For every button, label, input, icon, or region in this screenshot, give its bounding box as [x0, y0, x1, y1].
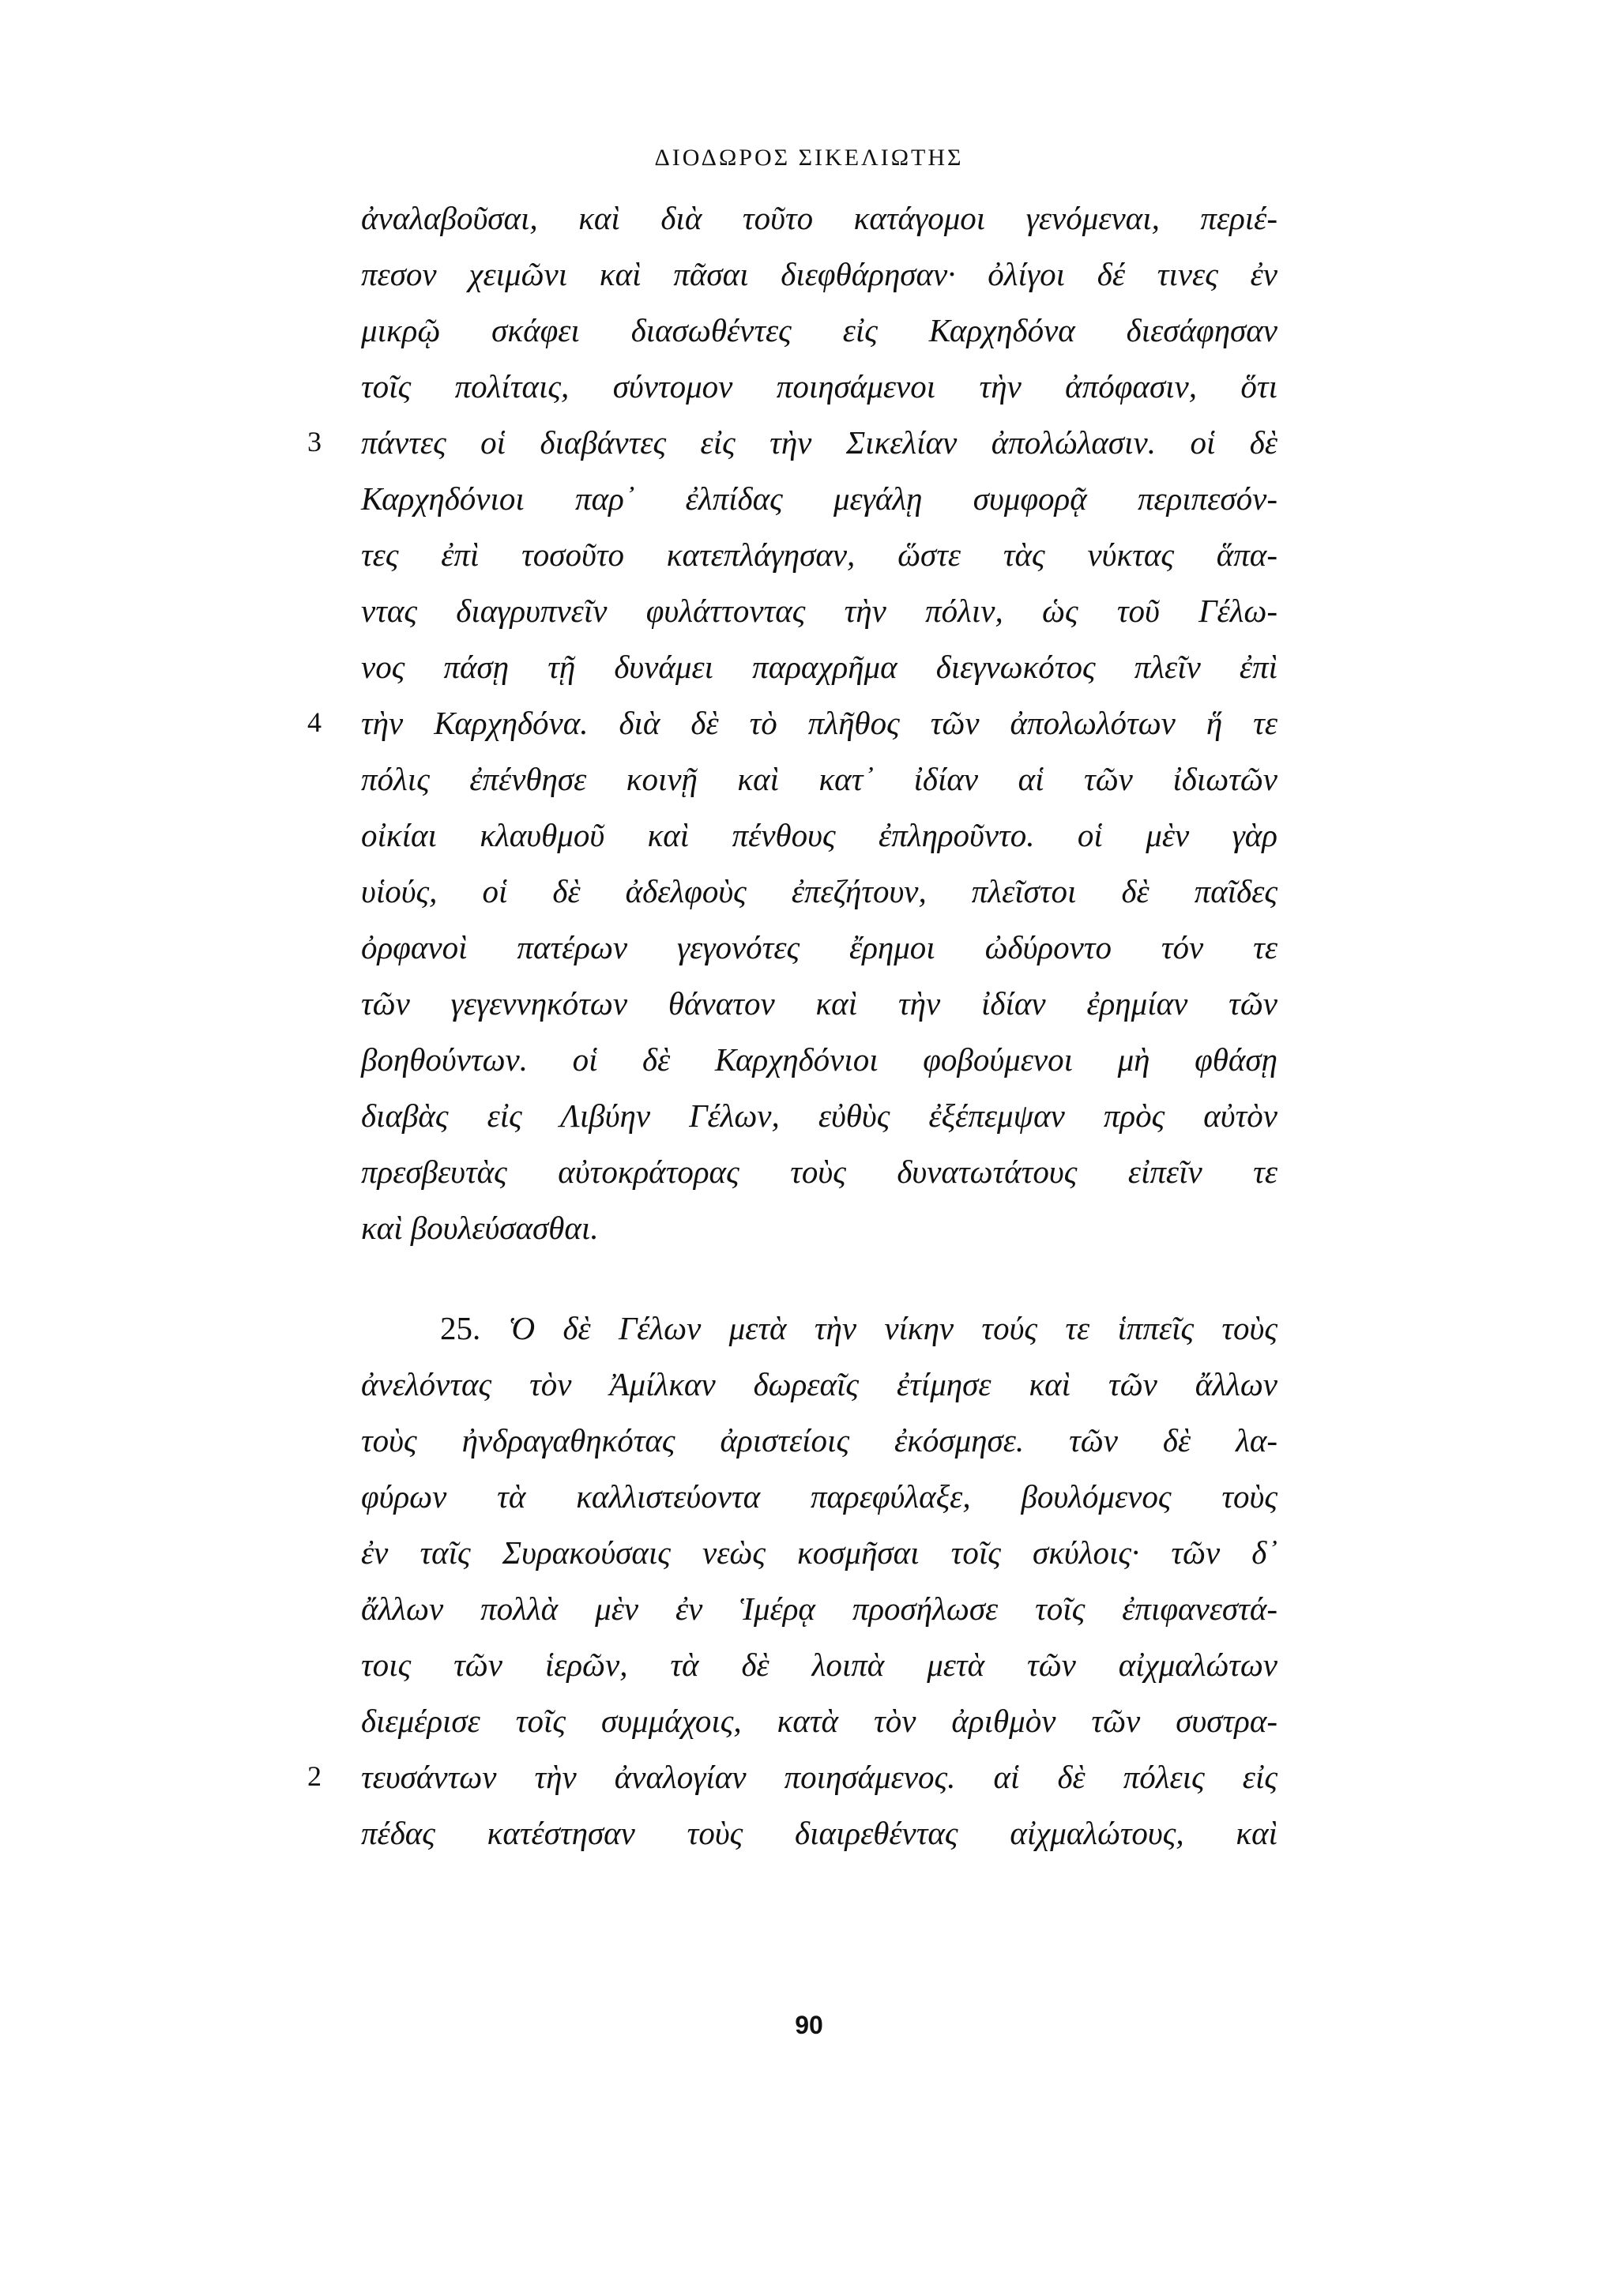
text-line: πεσον χειμῶνι καὶ πᾶσαι διεφθάρησαν· ὀλίγοι δέ τινες ἐν: [361, 256, 1277, 292]
section-number: 25.: [440, 1310, 481, 1346]
section-margin-number: 3: [307, 426, 322, 457]
section-first-line: [440, 1312, 1277, 1345]
text-line: ἐν ταῖς Συρακούσαις νεὼς κοσμῆσαι τοῖς σκύλοις· τῶν δ᾽: [361, 1534, 1277, 1571]
text-line: οἰκίαι κλαυθμοῦ καὶ πένθους ἐπληροῦντο. οἱ μὲν γὰρ: [361, 817, 1277, 853]
text-line: βοηθούντων. οἱ δὲ Καρχηδόνιοι φοβούμενοι μὴ φθάσῃ: [361, 1041, 1277, 1078]
text-line: πρεσβευτὰς αὐτοκράτορας τοὺς δυνατωτάτους εἰπεῖν τε: [361, 1154, 1277, 1190]
text-line: νος πάσῃ τῇ δυνάμει παραχρῆμα διεγνωκότος πλεῖν ἐπὶ: [361, 649, 1277, 685]
text-line: ντας διαγρυπνεῖν φυλάττοντας τὴν πόλιν, ὡς τοῦ Γέλω-: [361, 593, 1277, 629]
text-line: φύρων τὰ καλλιστεύοντα παρεφύλαξε, βουλόμενος τοὺς: [361, 1478, 1277, 1515]
text-line: Καρχηδόνιοι παρ᾽ ἐλπίδας μεγάλῃ συμφορᾷ περιπεσόν-: [361, 480, 1277, 517]
text-line: μικρῷ σκάφει διασωθέντες εἰς Καρχηδόνα διεσάφησαν: [361, 312, 1277, 348]
text-line: καὶ βουλεύσασθαι.: [361, 1210, 599, 1246]
text-line: ἄλλων πολλὰ μὲν ἐν Ἱμέρᾳ προσήλωσε τοῖς ἐπιφανεστά-: [361, 1590, 1277, 1627]
text-line: ὀρφανοὶ πατέρων γεγονότες ἔρημοι ὠδύροντο τόν τε: [361, 929, 1277, 965]
text-line: πόλις ἐπένθησε κοινῇ καὶ κατ᾽ ἰδίαν αἱ τῶν ἰδιωτῶν: [361, 761, 1277, 797]
text-line: τὴν Καρχηδόνα. διὰ δὲ τὸ πλῆθος τῶν ἀπολωλότων ἥ τε: [361, 705, 1277, 741]
text-line: υἱούς, οἱ δὲ ἀδελφοὺς ἐπεζήτουν, πλεῖστοι δὲ παῖδες: [361, 873, 1277, 909]
page-number: 90: [795, 2011, 823, 2039]
text-line: Ὁ δὲ Γέλων μετὰ τὴν νίκην τούς τε ἱππεῖς τοὺς: [508, 1310, 1278, 1346]
text-line: διεμέρισε τοῖς συμμάχοις, κατὰ τὸν ἀριθμὸν τῶν συστρα-: [361, 1703, 1277, 1739]
text-line: πάντες οἱ διαβάντες εἰς τὴν Σικελίαν ἀπολώλασιν. οἱ δὲ: [361, 424, 1277, 461]
running-head: ΔΙΟΔΩΡΟΣ ΣΙΚΕΛΙΩΤΗΣ: [654, 145, 964, 171]
text-line: τοις τῶν ἱερῶν, τὰ δὲ λοιπὰ μετὰ τῶν αἰχμαλώτων: [361, 1647, 1277, 1683]
text-line: τες ἐπὶ τοσοῦτο κατεπλάγησαν, ὥστε τὰς νύκτας ἅπα-: [361, 536, 1277, 573]
section-margin-number: 2: [307, 1760, 322, 1792]
text-line: τῶν γεγεννηκότων θάνατον καὶ τὴν ἰδίαν ἐρημίαν τῶν: [361, 985, 1277, 1022]
text-line: τοὺς ἠνδραγαθηκότας ἀριστείοις ἐκόσμησε. τῶν δὲ λα-: [361, 1422, 1277, 1459]
section-margin-number: 4: [307, 706, 322, 738]
text-line: πέδας κατέστησαν τοὺς διαιρεθέντας αἰχμαλώτους, καὶ: [361, 1815, 1277, 1851]
text-line: διαβὰς εἰς Λιβύην Γέλων, εὐθὺς ἐξέπεμψαν πρὸς αὐτὸν: [361, 1097, 1277, 1134]
text-line: τευσάντων τὴν ἀναλογίαν ποιησάμενος. αἱ δὲ πόλεις εἰς: [361, 1759, 1277, 1795]
text-line: ἀναλαβοῦσαι, καὶ διὰ τοῦτο κατάγομοι γενόμεναι, περιέ-: [361, 200, 1277, 236]
text-line: ἀνελόντας τὸν Ἀμίλκαν δωρεαῖς ἐτίμησε καὶ τῶν ἄλλων: [361, 1366, 1277, 1402]
text-line: τοῖς πολίταις, σύντομον ποιησάμενοι τὴν ἀπόφασιν, ὅτι: [361, 368, 1277, 405]
